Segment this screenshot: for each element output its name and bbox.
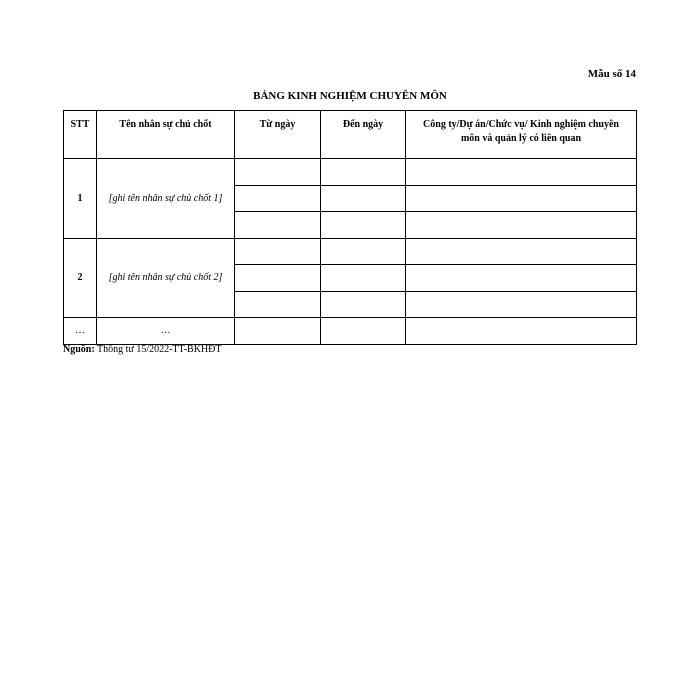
- document-title: BẢNG KINH NGHIỆM CHUYÊN MÔN: [253, 90, 447, 102]
- table-row: [64, 159, 637, 186]
- source-label: Nguồn:: [63, 344, 95, 355]
- personnel-name-2: [ghi tên nhân sự chủ chốt 2]: [97, 238, 235, 318]
- from-date-cell[interactable]: [235, 291, 321, 318]
- from-date-cell[interactable]: [235, 318, 321, 345]
- experience-cell[interactable]: [406, 212, 637, 239]
- to-date-cell[interactable]: [321, 159, 406, 186]
- row-number-2: 2: [64, 238, 97, 318]
- to-date-cell[interactable]: [321, 212, 406, 239]
- source-note: [63, 344, 222, 355]
- experience-cell[interactable]: [406, 265, 637, 292]
- form-code: Mẫu số 14: [587, 68, 636, 80]
- header-stt: STT: [64, 111, 97, 159]
- experience-cell[interactable]: [406, 238, 637, 265]
- from-date-cell[interactable]: [235, 238, 321, 265]
- experience-cell[interactable]: [406, 159, 637, 186]
- continuation-name: …: [97, 318, 235, 345]
- header-from-date: Từ ngày: [235, 111, 321, 159]
- table-row-continuation: [64, 318, 637, 345]
- from-date-cell[interactable]: [235, 212, 321, 239]
- header-to-date: Đến ngày: [321, 111, 406, 159]
- personnel-name-1: [ghi tên nhân sự chủ chốt 1]: [97, 159, 235, 239]
- to-date-cell[interactable]: [321, 185, 406, 212]
- to-date-cell[interactable]: [321, 265, 406, 292]
- from-date-cell[interactable]: [235, 265, 321, 292]
- to-date-cell[interactable]: [321, 318, 406, 345]
- experience-cell[interactable]: [406, 318, 637, 345]
- to-date-cell[interactable]: [321, 291, 406, 318]
- table-header-row: [64, 111, 637, 159]
- from-date-cell[interactable]: [235, 159, 321, 186]
- experience-table: [63, 110, 637, 345]
- table-row: [64, 238, 637, 265]
- source-text: Thông tư 15/2022-TT-BKHĐT: [94, 344, 222, 355]
- row-number-1: 1: [64, 159, 97, 239]
- from-date-cell[interactable]: [235, 185, 321, 212]
- header-experience: Công ty/Dự án/Chức vụ/ Kinh nghiệm chuyên môn và quản lý có liên quan: [406, 111, 637, 159]
- experience-cell[interactable]: [406, 185, 637, 212]
- to-date-cell[interactable]: [321, 238, 406, 265]
- header-name: Tên nhân sự chủ chốt: [97, 111, 235, 159]
- experience-cell[interactable]: [406, 291, 637, 318]
- continuation-stt: …: [64, 318, 97, 345]
